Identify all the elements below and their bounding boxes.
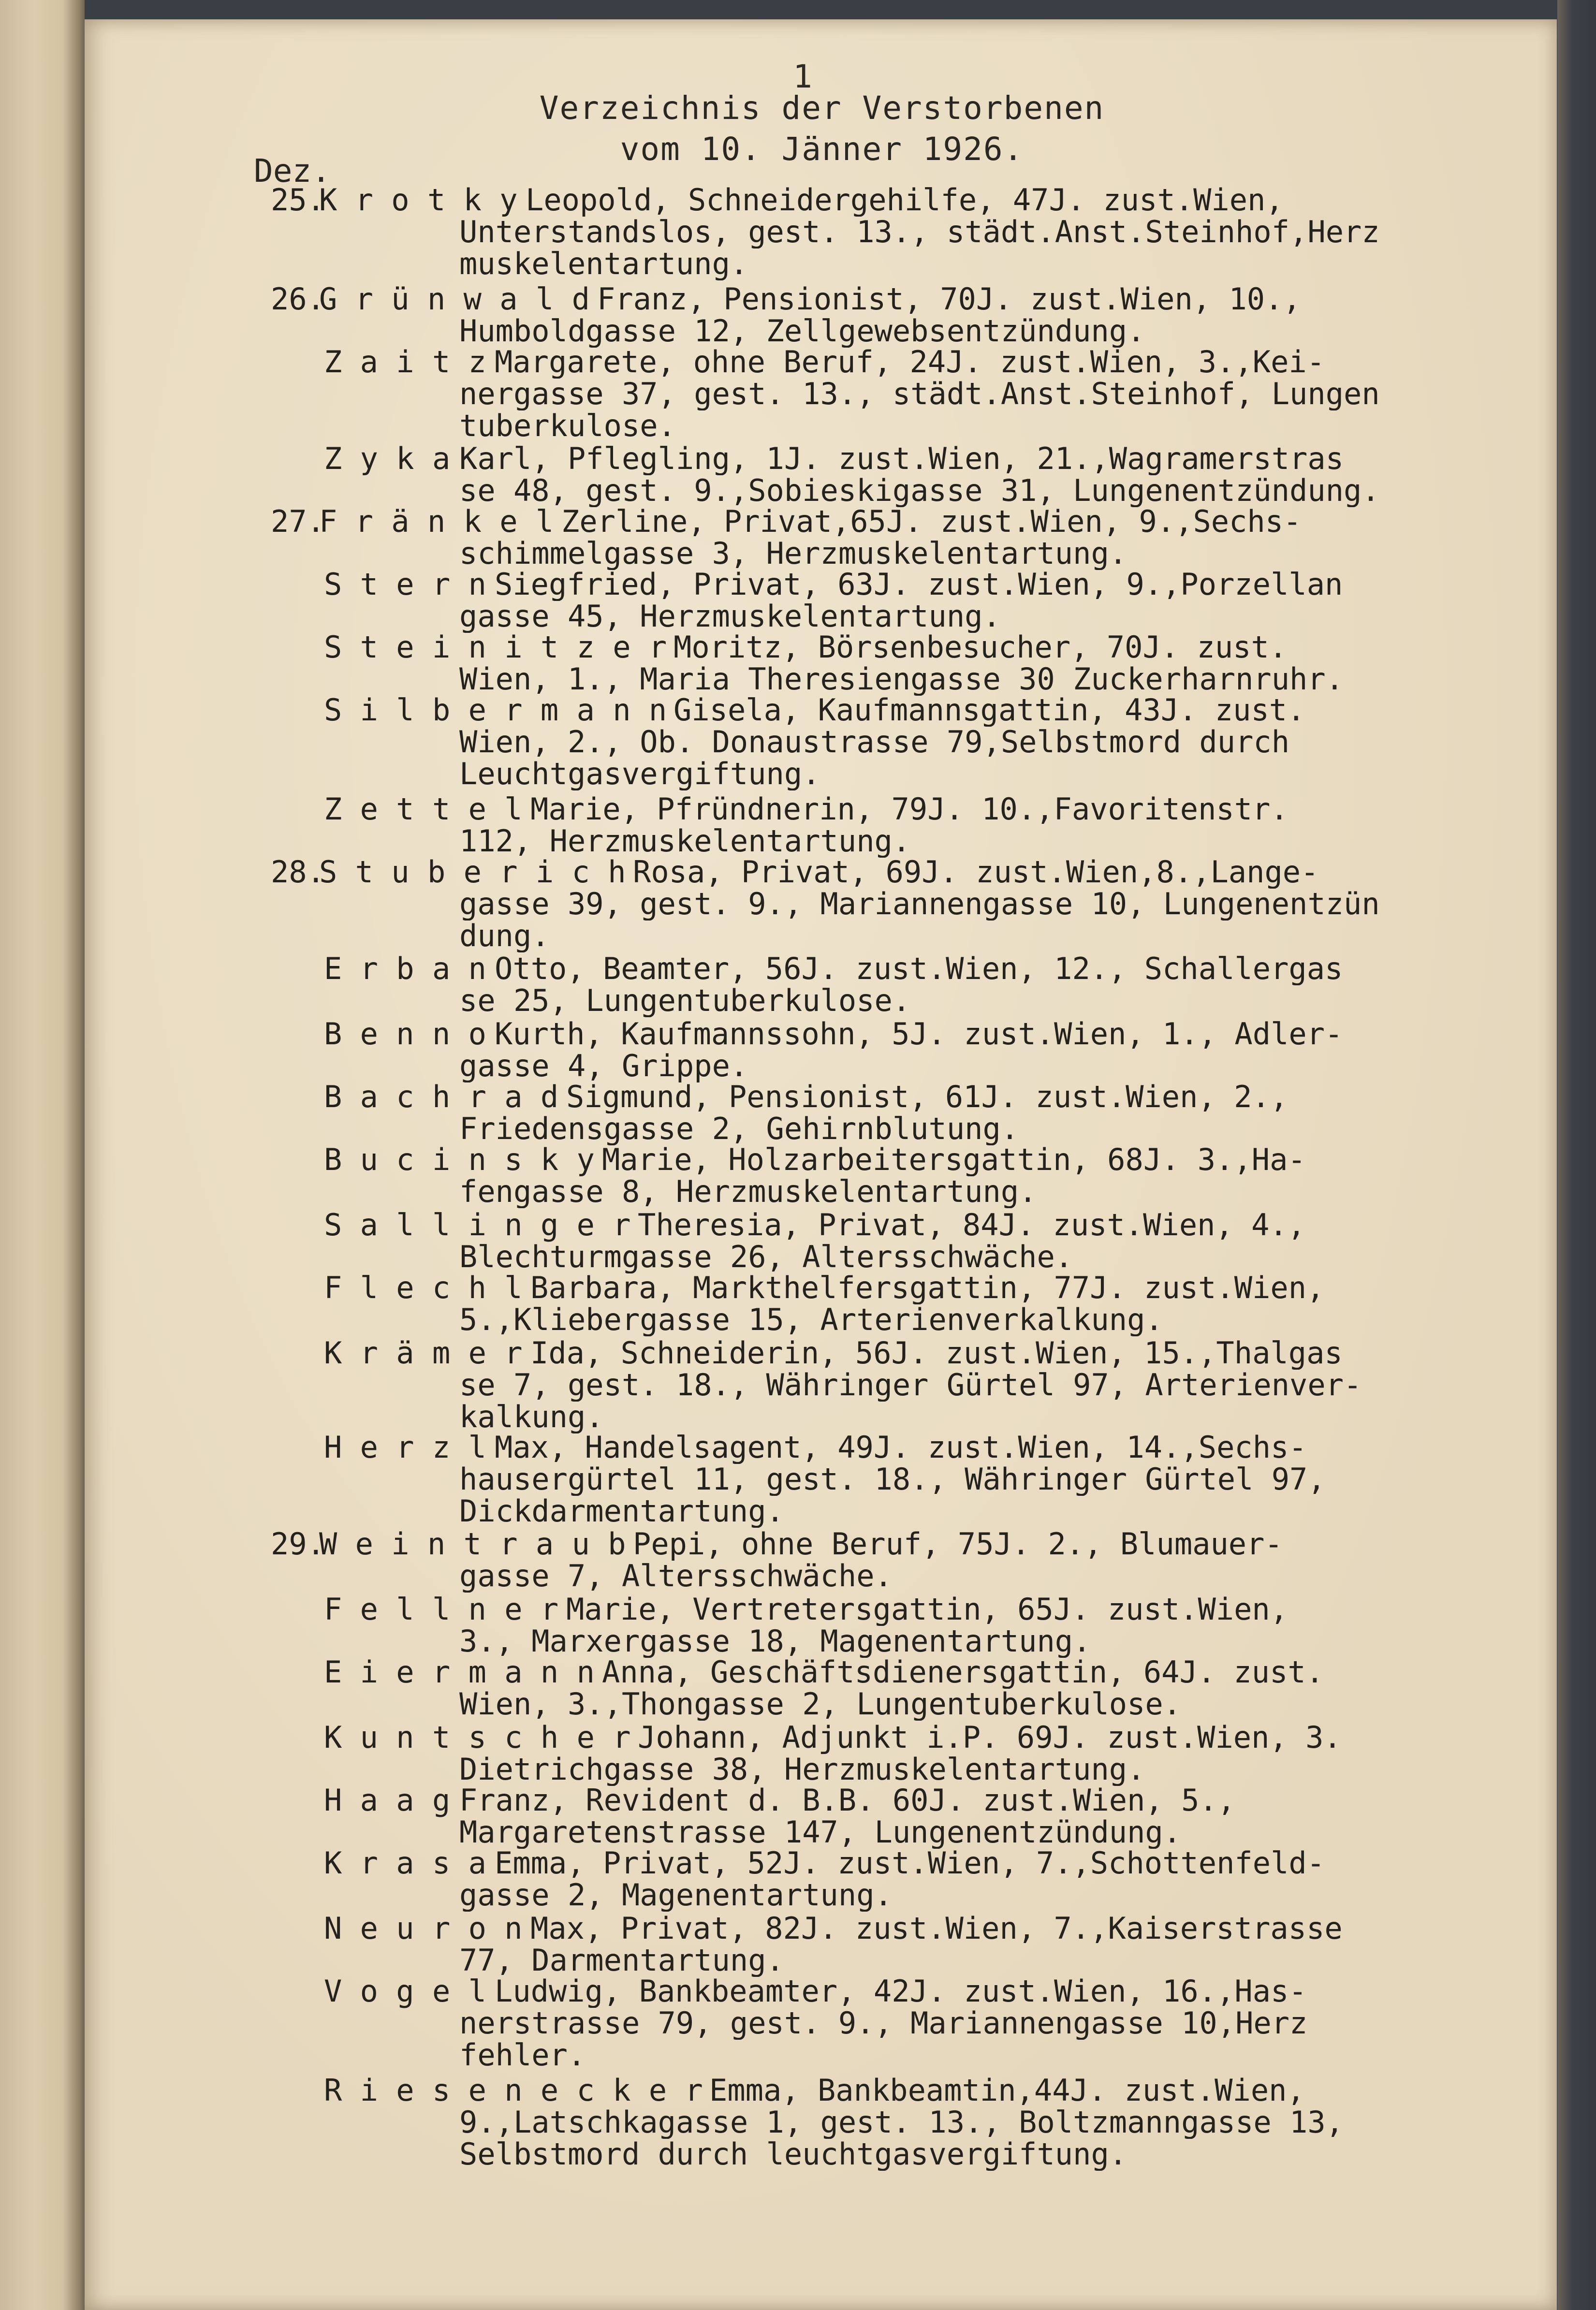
entry-details-continuation: gasse 39, gest. 9., Mariannengasse 10, Lungenentzün	[459, 888, 1380, 921]
entry-surname: H e r z l	[324, 1430, 486, 1465]
entry-surname: B a c h r a d	[324, 1079, 559, 1114]
entry-surname: R i e s e n e c k e r	[324, 2073, 703, 2108]
entry-surname: K r ä m e r	[324, 1335, 523, 1371]
entry-details-first-line: Ida, Schneiderin, 56J. zust.Wien, 15.,Thalgas	[530, 1337, 1343, 1370]
entry-details-continuation: tuberkulose.	[459, 409, 676, 442]
entry-details-continuation: Unterstandslos, gest. 13., städt.Anst.Steinhof,Herz	[459, 216, 1380, 249]
entry-details-first-line: Leopold, Schneidergehilfe, 47J. zust.Wien,	[526, 184, 1284, 217]
entry-details-continuation: gasse 45, Herzmuskelentartung.	[459, 600, 1001, 633]
entry-details-first-line: Ludwig, Bankbeamter, 42J. zust.Wien, 16.,Has-	[495, 1975, 1307, 2008]
entry-surname: S t e r n	[324, 567, 486, 602]
entry-surname: E i e r m a n n	[324, 1654, 595, 1690]
entry-surname: N e u r o n	[324, 1911, 523, 1946]
entry-details-continuation: schimmelgasse 3, Herzmuskelentartung.	[459, 537, 1127, 570]
entry-details-first-line: Anna, Geschäftsdienersgattin, 64J. zust.	[602, 1656, 1324, 1689]
entry-day: 27.	[271, 504, 325, 539]
entry-details-continuation: fengasse 8, Herzmuskelentartung.	[459, 1175, 1037, 1208]
entry-details-continuation: se 7, gest. 18., Währinger Gürtel 97, Arterienver-	[459, 1369, 1362, 1402]
entry-details-first-line: Max, Privat, 82J. zust.Wien, 7.,Kaiserstrasse	[530, 1912, 1343, 1945]
entry-surname: S t u b e r i c h	[319, 854, 626, 890]
entry-details-continuation: nergasse 37, gest. 13., städt.Anst.Steinhof, Lungen	[459, 378, 1380, 410]
entry-details-first-line: Marie, Vertretersgattin, 65J. zust.Wien,	[566, 1593, 1289, 1626]
entry-surname: V o g e l	[324, 1974, 486, 2009]
entry-details-continuation: 77, Darmentartung.	[459, 1944, 784, 1977]
entry-details-first-line: Kurth, Kaufmannssohn, 5J. zust.Wien, 1., Adler-	[495, 1018, 1343, 1051]
entry-details-first-line: Max, Handelsagent, 49J. zust.Wien, 14.,Sechs-	[495, 1431, 1307, 1464]
entry-details-continuation: Wien, 2., Ob. Donaustrasse 79,Selbstmord durch	[459, 726, 1290, 759]
entry-details-first-line: Gisela, Kaufmannsgattin, 43J. zust.	[674, 694, 1305, 727]
entry-details-continuation: Wien, 1., Maria Theresiengasse 30 Zuckerharnruhr.	[459, 663, 1344, 696]
entry-surname: H a a g	[324, 1783, 451, 1818]
page-number: 1	[793, 58, 812, 95]
entry-details-first-line: Sigmund, Pensionist, 61J. zust.Wien, 2.,	[566, 1081, 1289, 1113]
entry-details-continuation: gasse 4, Grippe.	[459, 1050, 748, 1082]
entry-details-continuation: Leuchtgasvergiftung.	[459, 758, 820, 790]
entry-details-first-line: Otto, Beamter, 56J. zust.Wien, 12., Schallergas	[495, 952, 1343, 985]
document-date: vom 10. Jänner 1926.	[620, 131, 1024, 168]
entry-details-first-line: Barbara, Markthelfersgattin, 77J. zust.Wien,	[530, 1272, 1325, 1304]
entry-details-continuation: gasse 7, Altersschwäche.	[459, 1560, 893, 1593]
entry-details-continuation: Dickdarmentartung.	[459, 1495, 784, 1528]
entry-details-first-line: Pepi, ohne Beruf, 75J. 2., Blumauer-	[633, 1528, 1283, 1561]
entry-surname: Z e t t e l	[324, 791, 523, 827]
entry-details-continuation: nerstrasse 79, gest. 9., Mariannengasse 10,Herz	[459, 2007, 1308, 2040]
entry-details-first-line: Moritz, Börsenbesucher, 70J. zust.	[674, 631, 1288, 664]
entry-details-continuation: se 48, gest. 9.,Sobieskigasse 31, Lungenentzündung.	[459, 474, 1380, 507]
entry-surname: F e l l n e r	[324, 1592, 559, 1627]
entry-details-first-line: Marie, Holzarbeitersgattin, 68J. 3.,Ha-	[602, 1143, 1306, 1176]
entry-details-first-line: Johann, Adjunkt i.P. 69J. zust.Wien, 3.	[638, 1721, 1342, 1754]
entry-details-continuation: Dietrichgasse 38, Herzmuskelentartung.	[459, 1753, 1145, 1786]
entry-details-continuation: Selbstmord durch leuchtgasvergiftung.	[459, 2138, 1127, 2171]
entry-surname: E r b a n	[324, 951, 486, 986]
entry-details-first-line: Rosa, Privat, 69J. zust.Wien,8.,Lange-	[633, 856, 1319, 889]
entry-details-first-line: Marie, Pfründnerin, 79J. 10.,Favoritenstr.	[530, 793, 1289, 826]
entry-details-first-line: Margarete, ohne Beruf, 24J. zust.Wien, 3.,Kei-	[495, 346, 1325, 379]
entry-details-first-line: Emma, Bankbeamtin,44J. zust.Wien,	[709, 2074, 1305, 2107]
entry-surname: S a l l i n g e r	[324, 1207, 631, 1243]
entry-surname: B u c i n s k y	[324, 1142, 595, 1177]
entry-details-continuation: Wien, 3.,Thongasse 2, Lungentuberkulose.	[459, 1688, 1182, 1721]
entry-details-continuation: Friedensgasse 2, Gehirnblutung.	[459, 1112, 1019, 1145]
entry-surname: G r ü n w a l d	[319, 281, 590, 317]
entry-details-continuation: fehler.	[459, 2039, 586, 2072]
entry-surname: F l e c h l	[324, 1270, 523, 1305]
entry-details-continuation: gasse 2, Magenentartung.	[459, 1879, 893, 1912]
month-label: Dez.	[254, 152, 331, 190]
entry-day: 25.	[271, 182, 325, 218]
entry-surname: K u n t s c h e r	[324, 1720, 631, 1755]
entry-details-continuation: muskelentartung.	[459, 248, 748, 280]
entry-surname: S t e i n i t z e r	[324, 629, 667, 665]
entry-details-continuation: 3., Marxergasse 18, Magenentartung.	[459, 1625, 1091, 1658]
entry-details-first-line: Franz, Revident d. B.B. 60J. zust.Wien, 5.,	[459, 1784, 1236, 1817]
entry-day: 29.	[271, 1526, 325, 1562]
entry-details-first-line: Emma, Privat, 52J. zust.Wien, 7.,Schottenfeld-	[495, 1847, 1325, 1880]
entry-details-continuation: Blechturmgasse 26, Altersschwäche.	[459, 1241, 1073, 1273]
entry-surname: K r o t k y	[319, 182, 518, 218]
entry-surname: F r ä n k e l	[319, 504, 554, 539]
entry-details-continuation: hausergürtel 11, gest. 18., Währinger Gürtel 97,	[459, 1463, 1326, 1496]
entry-details-continuation: se 25, Lungentuberkulose.	[459, 984, 911, 1017]
entry-details-first-line: Theresia, Privat, 84J. zust.Wien, 4.,	[638, 1209, 1306, 1242]
entry-day: 28.	[271, 854, 325, 890]
entry-details-continuation: 5.,Kliebergasse 15, Arterienverkalkung.	[459, 1303, 1163, 1336]
entry-details-continuation: kalkung.	[459, 1401, 604, 1433]
entry-details-continuation: Margaretenstrasse 147, Lungenentzündung.	[459, 1816, 1182, 1849]
entry-surname: B e n n o	[324, 1016, 486, 1052]
entry-surname: K r a s a	[324, 1845, 486, 1881]
entry-day: 26.	[271, 281, 325, 317]
entry-surname: S i l b e r m a n n	[324, 692, 667, 728]
entry-surname: Z a i t z	[324, 344, 486, 380]
entry-details-first-line: Karl, Pflegling, 1J. zust.Wien, 21.,Wagramerstras	[459, 442, 1344, 475]
entry-details-continuation: Humboldgasse 12, Zellgewebsentzündung.	[459, 315, 1145, 348]
entry-surname: W e i n t r a u b	[319, 1526, 626, 1562]
entry-details-continuation: 112, Herzmuskelentartung.	[459, 825, 911, 858]
entry-details-continuation: dung.	[459, 920, 550, 952]
entry-surname: Z y k a	[324, 441, 451, 476]
entry-details-continuation: 9.,Latschkagasse 1, gest. 13., Boltzmanngasse 13,	[459, 2106, 1344, 2139]
entry-details-first-line: Siegfried, Privat, 63J. zust.Wien, 9.,Porzellan	[495, 568, 1343, 601]
entry-details-first-line: Zerline, Privat,65J. zust.Wien, 9.,Sechs-	[561, 505, 1302, 538]
entry-details-first-line: Franz, Pensionist, 70J. zust.Wien, 10.,	[597, 283, 1301, 316]
document-title: Verzeichnis der Verstorbenen	[539, 89, 1105, 127]
